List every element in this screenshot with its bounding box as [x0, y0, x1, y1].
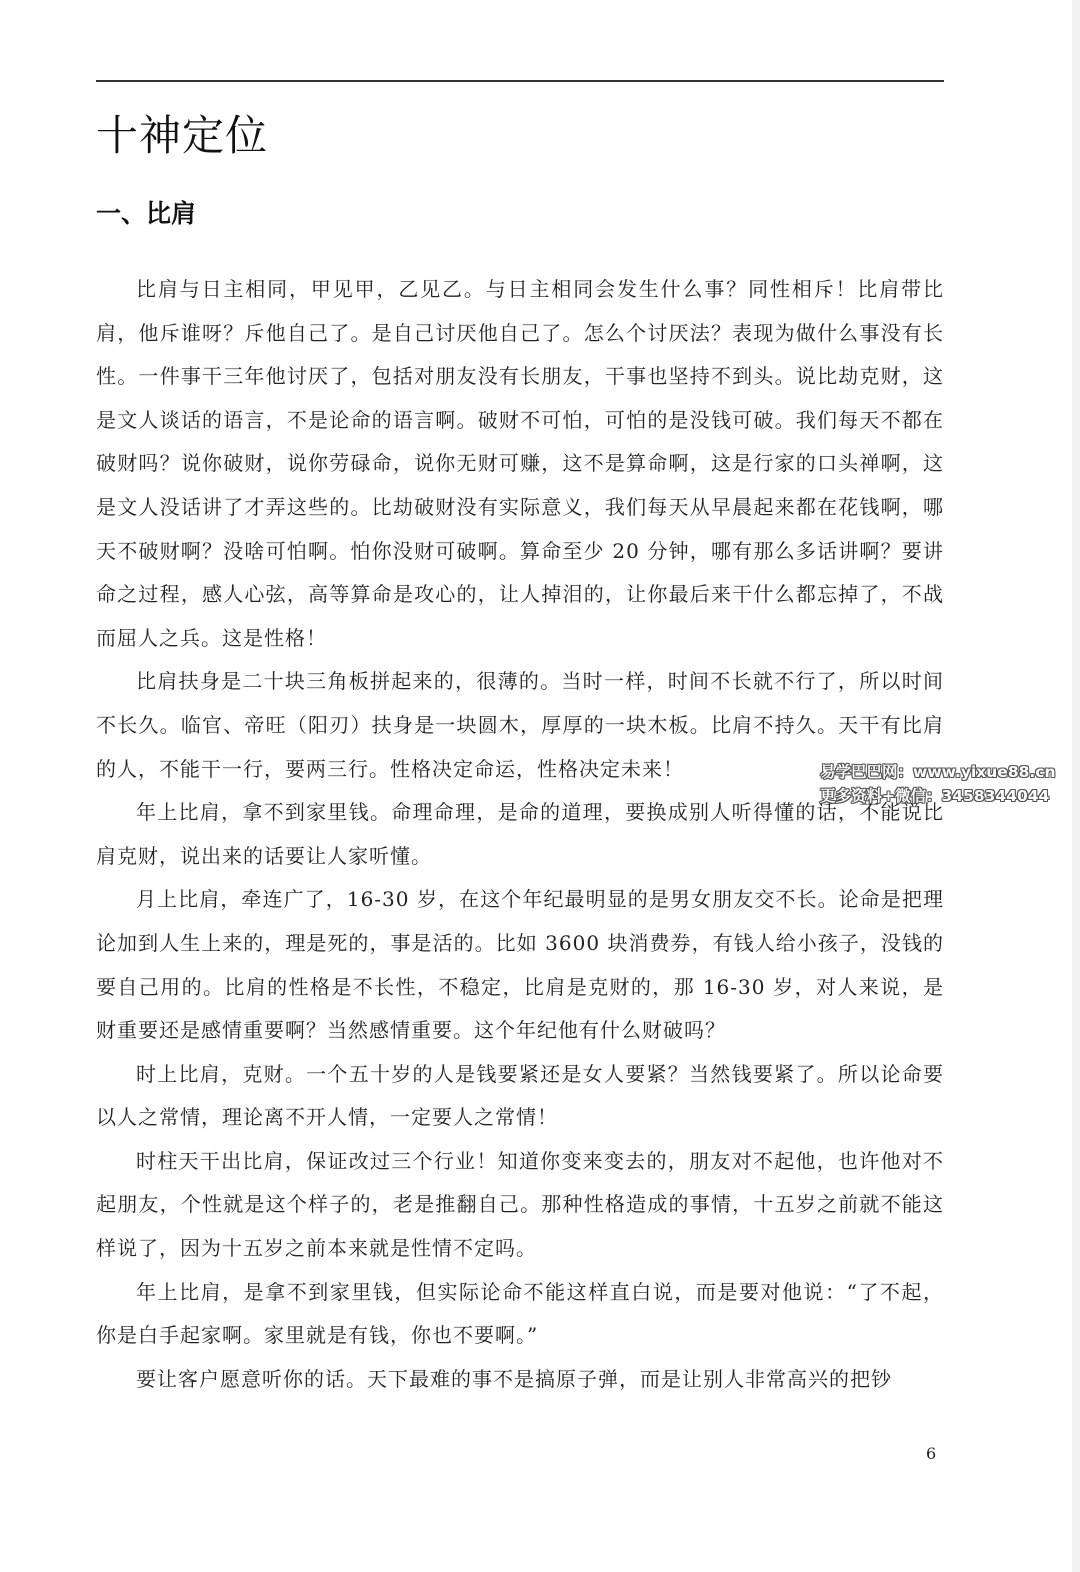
paragraph-2: 比肩扶身是二十块三角板拼起来的，很薄的。当时一样，时间不长就不行了，所以时间不长久。临官、帝旺（阳刃）扶身是一块圆木，厚厚的一块木板。比肩不持久。天干有比肩的人，不能干一行，要两三行。性格决定命运，性格决定未来！	[96, 669, 944, 781]
body-text	[96, 268, 944, 1401]
paragraph-7: 年上比肩，是拿不到家里钱，但实际论命不能这样直白说，而是要对他说：“了不起，你是白手起家啊。家里就是有钱，你也不要啊。”	[96, 1279, 944, 1348]
page-number: 6	[926, 1444, 937, 1463]
paragraph-1: 比肩与日主相同，甲见甲，乙见乙。与日主相同会发生什么事？同性相斥！比肩带比肩，他斥谁呀？斥他自己了。是自己讨厌他自己了。怎么个讨厌法？表现为做什么事没有长性。一件事干三年他讨厌了，包括对朋友没有长朋友，干事也坚持不到头。说比劫克财，这是文人谈话的语言，不是论命的语言啊。破财不可怕，可怕的是没钱可破。我们每天不都在破财吗？说你破财，说你劳碌命，说你无财可赚，这不是算命啊，这是行家的口头禅啊，这是文人没话讲了才弄这些的。比劫破财没有实际意义，我们每天从早晨起来都在花钱啊，哪天不破财啊？没啥可怕啊。怕你没财可破啊。算命至少 20 分钟，哪有那么多话讲啊？要讲命之过程，感人心弦，高等算命是攻心的，让人掉泪的，让你最后来干什么都忘掉了，不战而屈人之兵。这是性格！	[96, 277, 944, 650]
watermark-line-1: 易学巴巴网：www.yixue88.cn	[820, 763, 1056, 781]
paragraph-8: 要让客户愿意听你的话。天下最难的事不是搞原子弹，而是让别人非常高兴的把钞	[136, 1366, 892, 1391]
paragraph-6: 时柱天干出比肩，保证改过三个行业！知道你变来变去的，朋友对不起他，也许他对不起朋友，个性就是这个样子的，老是推翻自己。那种性格造成的事情，十五岁之前就不能这样说了，因为十五岁之前本来就是性情不定吗。	[96, 1148, 944, 1261]
header-rule	[96, 80, 944, 82]
watermark	[820, 760, 1056, 808]
paragraph-5: 时上比肩，克财。一个五十岁的人是钱要紧还是女人要紧？当然钱要紧了。所以论命要以人之常情，理论离不开人情，一定要人之常情！	[96, 1061, 944, 1130]
page-title: 十神定位	[96, 111, 269, 160]
page-edge-shadow	[1072, 0, 1080, 1572]
section-heading: 一、比肩	[96, 199, 197, 228]
paragraph-4: 月上比肩，牵连广了，16-30 岁，在这个年纪最明显的是男女朋友交不长。论命是把理论加到人生上来的，理是死的，事是活的。比如 3600 块消费券，有钱人给小孩子，没钱的要自己用的。比肩的性格是不长性，不稳定，比肩是克财的，那 16-30 岁，对人来说，是财重要还是感情重要啊？当然感情重要。这个年纪他有什么财破吗？	[96, 887, 944, 1043]
paragraph-3: 年上比肩，拿不到家里钱。命理命理，是命的道理，要换成别人听得懂的话，不能说比肩克财，说出来的话要让人家听懂。	[96, 800, 944, 868]
watermark-line-2: 更多资料+微信：3458344044	[820, 787, 1050, 805]
